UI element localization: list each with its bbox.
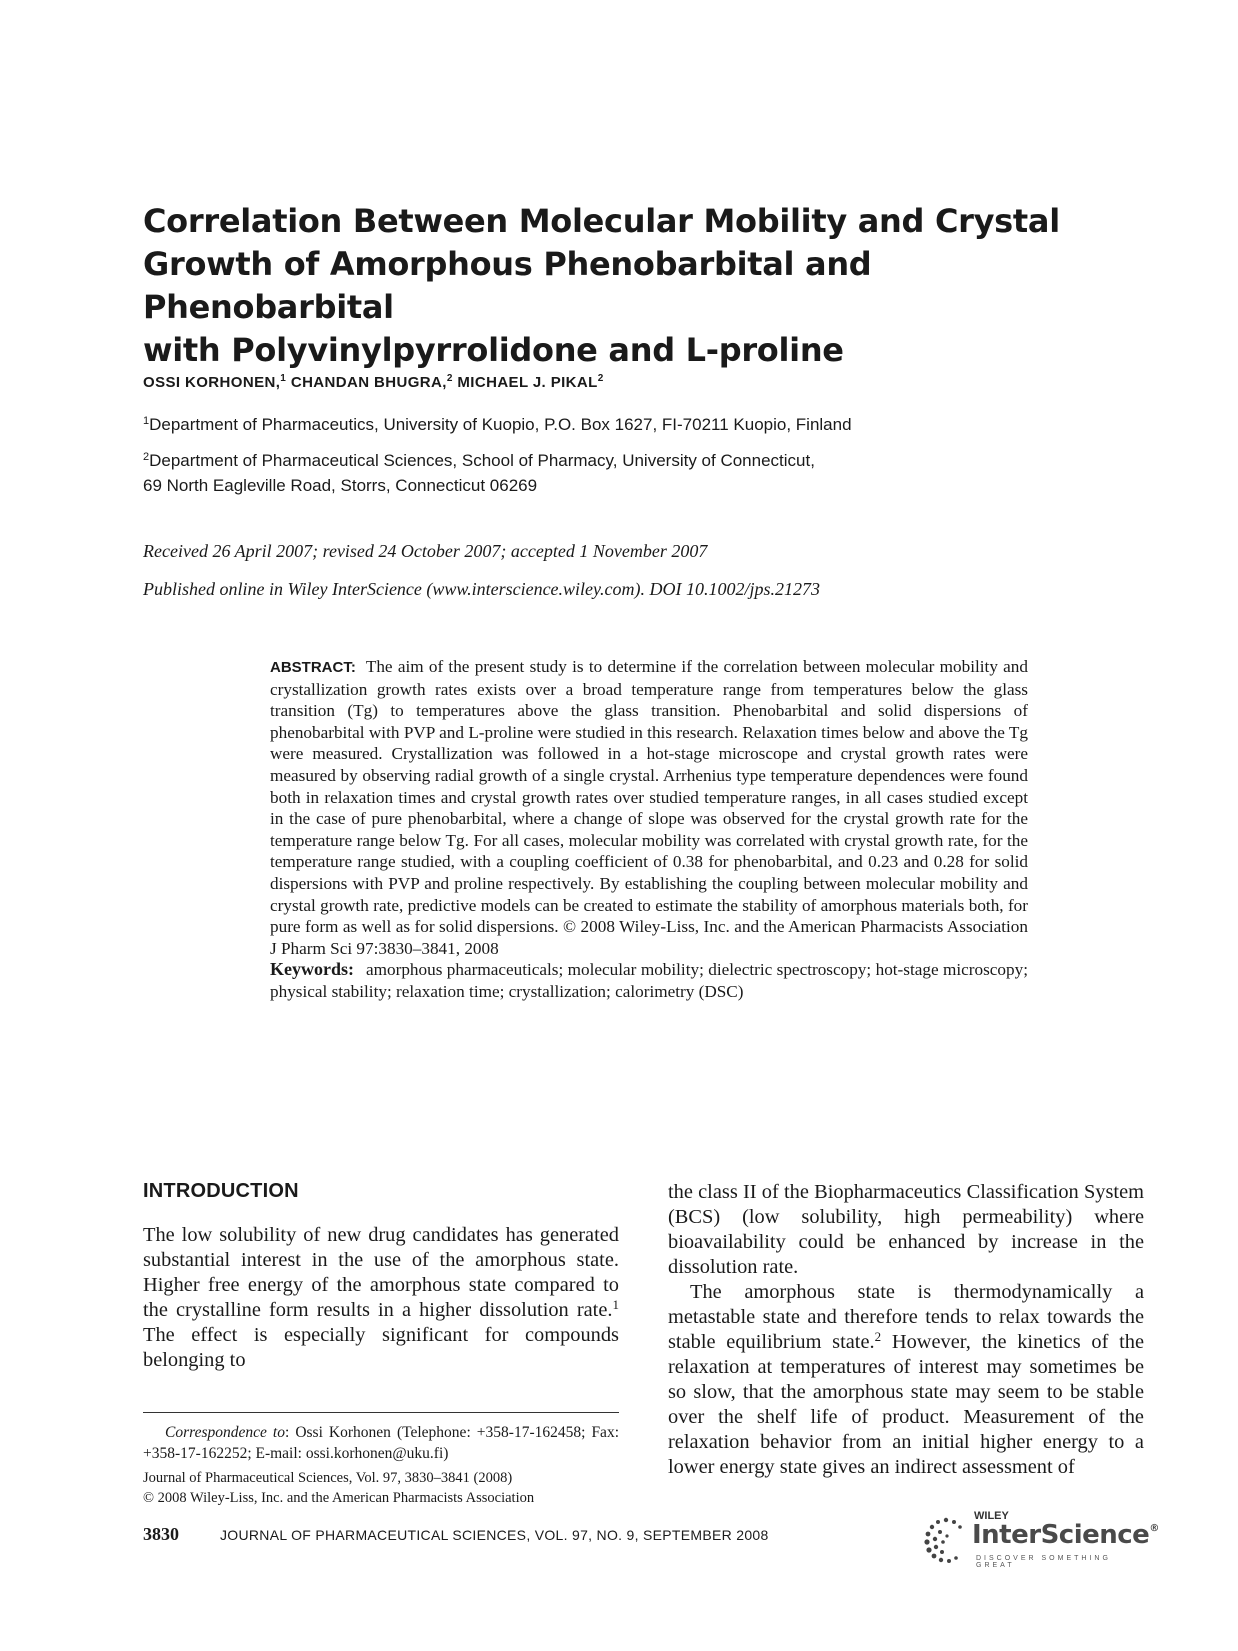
body-paragraph <box>143 1223 619 1373</box>
correspondence-label: Correspondence to <box>165 1424 285 1441</box>
abstract-paragraph <box>270 656 1028 959</box>
title-line: Correlation Between Molecular Mobility and Crystal <box>143 202 1060 240</box>
affiliation-2 <box>143 448 1123 498</box>
abstract-label: ABSTRACT: <box>270 659 356 676</box>
title-line: Growth of Amorphous Phenobarbital and Phenobarbital <box>143 245 872 326</box>
swirl-logo-icon <box>920 1514 972 1566</box>
right-column <box>668 1180 1144 1480</box>
registered-mark: ® <box>1149 1523 1159 1534</box>
logo-tagline: DISCOVER SOMETHING GREAT <box>976 1555 1111 1569</box>
keywords <box>270 959 1028 1002</box>
reference-marker[interactable]: 2 <box>874 1329 882 1344</box>
author-list <box>143 374 1103 391</box>
body-text: The amorphous state is thermodynamically a metastable state and therefore tends to relax towards the stable equilibrium state. <box>668 1281 1144 1353</box>
author-affil-marker: 2 <box>446 373 453 384</box>
affil-marker: 2 <box>143 451 150 463</box>
affil-text: Department of Pharmaceutics, University of Kuopio, P.O. Box 1627, FI-70211 Kuopio, Finland <box>149 415 852 434</box>
author-affil-marker: 2 <box>597 373 604 384</box>
author-name: OSSI KORHONEN, <box>143 374 281 391</box>
correspondence-text: : Ossi Korhonen (Telephone: +358-17-162458; Fax: +358-17-162252; E-mail: ossi.korhonen@uku.fi) <box>143 1424 619 1462</box>
wiley-interscience-logo <box>920 1510 1159 1569</box>
logo-name <box>972 1520 1159 1550</box>
affil-text: Department of Pharmaceutical Sciences, School of Pharmacy, University of Connecticut, <box>149 451 815 470</box>
abstract-text: The aim of the present study is to determine if the correlation between molecular mobility and crystallization growth rates exists over a broad temperature range from temperatures below the glass transition (Tg) to temperatures above the glass transition. Phenobarbital and solid dispersions of phenobarbital with PVP and L-proline were studied in this research. Relaxation times below and above the Tg were measured. Crystallization was followed in a hot-stage microscope and crystal growth rates were measured by observing radial growth of a single crystal. Arrhenius type temperature dependences were found both in relaxation times and crystal growth rates over studied temperature ranges, in all cases studied except in the case of pure phenobarbital, where a change of slope was observed for the crystal growth rate for the temperature range below Tg. For all cases, molecular mobility was correlated with crystal growth rate, for the temperature range studied, with a coupling coefficient of 0.38 for phenobarbital, and 0.23 and 0.28 for solid dispersions with PVP and proline respectively. By establishing the coupling between molecular mobility and crystal growth rate, predictive models can be created to estimate the stability of amorphous materials both, for pure form as well as for solid dispersions. © 2008 Wiley-Liss, Inc. and the American Pharmacists Association J Pharm Sci 97:3830–3841, 2008 <box>270 657 1028 958</box>
abstract <box>270 656 1028 1003</box>
publication-info: Published online in Wiley InterScience (www.interscience.wiley.com). DOI 10.1002/jps.21273 <box>143 579 821 599</box>
journal-citation-note <box>143 1468 619 1508</box>
section-heading: INTRODUCTION <box>143 1180 299 1202</box>
author-affil-marker: 1 <box>280 373 287 384</box>
footnote-divider <box>143 1412 619 1413</box>
title-line: with Polyvinylpyrrolidone and L-proline <box>143 331 844 369</box>
correspondence-note <box>143 1422 619 1464</box>
author-name: CHANDAN BHUGRA, <box>290 374 447 391</box>
left-column <box>143 1180 619 1373</box>
logo-wiley-text: WILEY <box>974 1510 1009 1522</box>
affil-text: 69 North Eagleville Road, Storrs, Connecticut 06269 <box>143 476 538 495</box>
copyright-line: © 2008 Wiley-Liss, Inc. and the American Pharmacists Association <box>143 1490 535 1506</box>
body-paragraph <box>668 1280 1144 1480</box>
received-dates: Received 26 April 2007; revised 24 October 2007; accepted 1 November 2007 <box>143 541 708 561</box>
logo-name-text: InterScience <box>972 1520 1150 1550</box>
body-text: However, the kinetics of the relaxation at temperatures of interest may sometimes be so slow, that the amorphous state may seem to be stable over the shelf life of product. Measurement of the relaxation behavior from an initial higher energy to a lower energy state gives an indirect assessment of <box>668 1331 1144 1478</box>
reference-marker[interactable]: 1 <box>612 1297 619 1312</box>
journal-line: Journal of Pharmaceutical Sciences, Vol. 97, 3830–3841 (2008) <box>143 1470 513 1486</box>
body-text: The effect is especially significant for compounds belonging to <box>143 1324 619 1371</box>
keywords-label: Keywords: <box>270 959 354 980</box>
running-footer: JOURNAL OF PHARMACEUTICAL SCIENCES, VOL. 97, NO. 9, SEPTEMBER 2008 <box>220 1527 769 1543</box>
keywords-text: amorphous pharmaceuticals; molecular mobility; dielectric spectroscopy; hot-stage microscopy; physical stability; relaxation time; crystallization; calorimetry (DSC) <box>270 960 1028 1001</box>
body-paragraph: the class II of the Biopharmaceutics Classification System (BCS) (low solubility, high permeability) where bioavailability could be enhanced by increase in the dissolution rate. <box>668 1181 1144 1278</box>
affiliation-1 <box>143 412 1123 437</box>
body-text: The low solubility of new drug candidates has generated substantial interest in the use of the amorphous state. Higher free energy of the amorphous state compared to the crystalline form results in a higher dissolution rate. <box>143 1224 619 1321</box>
affil-marker: 1 <box>143 415 150 427</box>
author-name: MICHAEL J. PIKAL <box>457 374 598 391</box>
article-title <box>143 200 1103 372</box>
page-number: 3830 <box>143 1524 179 1544</box>
